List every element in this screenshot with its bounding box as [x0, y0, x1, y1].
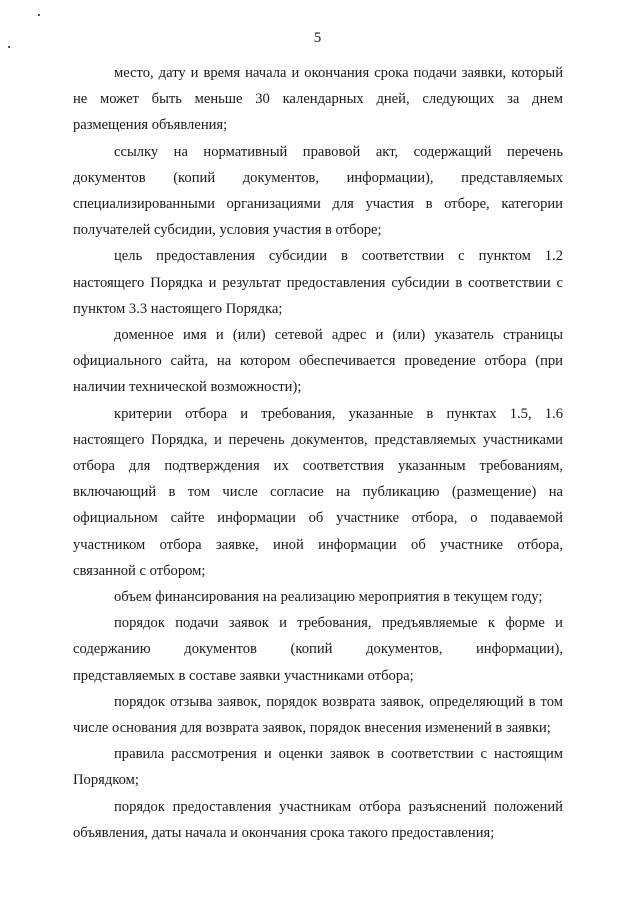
text-line: правила рассмотрения и оценки заявок в соответствии с настоящим [114, 746, 563, 763]
page-number: 5 [313, 30, 322, 46]
paragraph [73, 584, 563, 610]
text-line: объем финансирования на реализацию мероприятия в текущем году; [114, 589, 543, 606]
text-line: наличии технической возможности); [73, 379, 302, 396]
document-body [73, 60, 563, 846]
text-line: критерии отбора и требования, указанные в пунктах 1.5, 1.6 [114, 405, 563, 422]
text-line: Порядком; [73, 772, 139, 789]
paragraph [73, 794, 563, 846]
text-line: цель предоставления субсидии в соответствии с пунктом 1.2 [114, 248, 563, 265]
text-line: размещения объявления; [73, 117, 228, 134]
text-line: официальном сайте информации об участнике отбора, о подаваемой [73, 510, 563, 527]
paragraph [73, 689, 563, 741]
text-line: порядок подачи заявок и требования, предъявляемые к форме и [114, 615, 563, 632]
paragraph [73, 139, 563, 244]
text-line: официального сайта, на котором обеспечивается проведение отбора (при [73, 353, 563, 370]
text-line: числе основания для возврата заявок, порядок внесения изменений в заявки; [73, 720, 551, 737]
text-line: отбора для подтверждения их соответствия указанным требованиям, [73, 458, 563, 475]
text-line: место, дату и время начала и окончания срока подачи заявки, который [114, 65, 563, 81]
scan-dot [38, 14, 40, 16]
text-line: не может быть меньше 30 календарных дней, следующих за днем [73, 91, 563, 108]
text-line: пунктом 3.3 настоящего Порядка; [73, 300, 283, 317]
paragraph [73, 322, 563, 401]
text-line: настоящего Порядка и результат предоставления субсидии в соответствии с [73, 274, 563, 291]
paragraph [73, 610, 563, 689]
text-line: объявления, даты начала и окончания срока такого предоставления; [73, 824, 495, 841]
text-line: включающий в том числе согласие на публикацию (размещение) на [73, 484, 563, 501]
paragraph [73, 60, 563, 139]
text-line: специализированными организациями для участия в отборе, категории [73, 196, 563, 213]
text-line: документов (копий документов, информации), представляемых [73, 169, 563, 186]
text-line: ссылку на нормативный правовой акт, содержащий перечень [114, 143, 563, 160]
text-line: порядок отзыва заявок, порядок возврата заявок, определяющий в том [114, 693, 563, 710]
paragraph [73, 401, 563, 584]
text-line: содержанию документов (копий документов, информации), [73, 641, 563, 658]
text-line: связанной с отбором; [73, 562, 206, 579]
text-line: участником отбора заявке, иной информации об участнике отбора, [73, 536, 563, 553]
paragraph [73, 741, 563, 793]
text-line: представляемых в составе заявки участниками отбора; [73, 667, 414, 684]
text-line: доменное имя и (или) сетевой адрес и (или) указатель страницы [114, 327, 563, 344]
text-line: получателей субсидии, условия участия в отборе; [73, 222, 382, 239]
text-line: настоящего Порядка, и перечень документов, представляемых участниками [73, 431, 563, 448]
text-line: порядок предоставления участникам отбора разъяснений положений [114, 798, 563, 815]
paragraph [73, 243, 563, 322]
